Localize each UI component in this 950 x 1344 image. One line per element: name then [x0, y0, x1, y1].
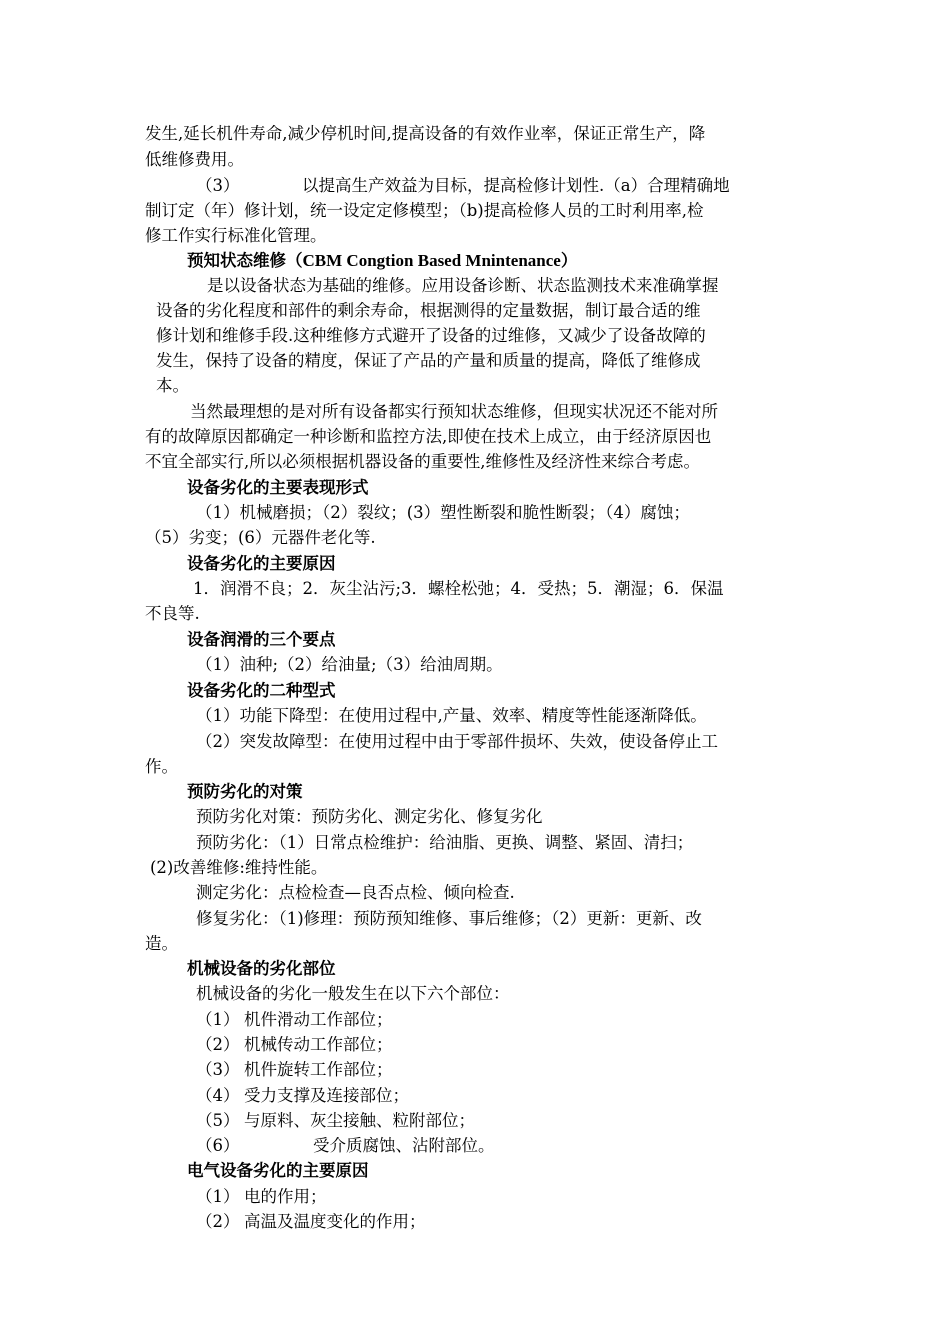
section-heading: 设备劣化的二种型式 [187, 681, 336, 700]
list-number: （5） [196, 1111, 240, 1130]
list-item-text: 受力支撑及连接部位； [244, 1086, 409, 1105]
paragraph-line: (2)改善维修:维持性能。 [150, 858, 328, 877]
paragraph-line: （1）功能下降型：在使用过程中,产量、效率、精度等性能逐渐降低。 [196, 706, 707, 725]
list-item-text: 机件滑动工作部位； [244, 1010, 393, 1029]
list-number: （2） [196, 1212, 240, 1231]
list-item-text: 高温及温度变化的作用； [244, 1212, 426, 1231]
paragraph-line: （5）劣变；(6）元器件老化等. [145, 528, 376, 547]
section-heading: 设备劣化的主要原因 [187, 554, 336, 573]
paragraph-line: 以提高生产效益为目标，提高检修计划性.（a）合理精确地 [302, 176, 730, 195]
list-number: （3） [196, 1060, 240, 1079]
paragraph-line: （1）油种;（2）给油量;（3）给油周期。 [196, 655, 503, 674]
section-heading: 预防劣化的对策 [187, 782, 303, 801]
paragraph-line: （2）突发故障型：在使用过程中由于零部件损坏、失效，使设备停止工 [196, 732, 718, 751]
list-number: （6） [196, 1136, 240, 1155]
section-heading: 设备润滑的三个要点 [187, 630, 336, 649]
heading-text: 预知状态维修（ [187, 251, 303, 270]
paragraph-line: 1．润滑不良；2．灰尘沾污;3．螺栓松弛；4．受热；5．潮湿；6．保温 [193, 579, 724, 598]
heading-close-paren: ） [560, 251, 578, 270]
paragraph-line: 修工作实行标准化管理。 [145, 226, 327, 245]
section-heading: 机械设备的劣化部位 [187, 959, 336, 978]
paragraph-line: 造。 [145, 934, 178, 953]
list-number: （1） [196, 1010, 240, 1029]
list-number: （3） [196, 176, 240, 195]
paragraph-line: 不良等. [145, 604, 200, 623]
paragraph-line: 设备的劣化程度和部件的剩余寿命，根据测得的定量数据，制订最合适的维 [156, 301, 701, 320]
paragraph-line: （1）机械磨损；（2）裂纹；(3）塑性断裂和脆性断裂；（4）腐蚀； [196, 503, 690, 522]
section-heading [187, 251, 577, 271]
paragraph-line: 制订定（年）修计划，统一设定定修模型；（b)提高检修人员的工时利用率,检 [145, 201, 704, 220]
paragraph-line: 预防劣化：（1）日常点检维护：给油脂、更换、调整、紧固、清扫； [196, 833, 694, 852]
section-heading: 电气设备劣化的主要原因 [187, 1161, 369, 1180]
paragraph-line: 发生，保持了设备的精度，保证了产品的产量和质量的提高，降低了维修成 [156, 351, 701, 370]
list-item-text: 机械传动工作部位； [244, 1035, 393, 1054]
paragraph-line: 机械设备的劣化一般发生在以下六个部位： [196, 984, 510, 1003]
paragraph-line: 低维修费用。 [145, 150, 244, 169]
list-item-text: 受介质腐蚀、沾附部位。 [313, 1136, 495, 1155]
paragraph-line: 不宜全部实行,所以必须根据机器设备的重要性,维修性及经济性来综合考虑。 [145, 452, 700, 471]
paragraph-line: 当然最理想的是对所有设备都实行预知状态维修，但现实状况还不能对所 [190, 402, 718, 421]
list-item-text: 机件旋转工作部位； [244, 1060, 393, 1079]
list-number: （4） [196, 1086, 240, 1105]
paragraph-line: 是以设备状态为基础的维修。应用设备诊断、状态监测技术来准确掌握 [207, 276, 719, 295]
section-heading: 设备劣化的主要表现形式 [187, 478, 369, 497]
list-item-text: 与原料、灰尘接触、粒附部位； [244, 1111, 475, 1130]
list-item-text: 电的作用； [244, 1187, 327, 1206]
paragraph-line: 修计划和维修手段.这种维修方式避开了设备的过维修，又减少了设备故障的 [156, 326, 706, 345]
heading-latin-text: CBM Congtion Based Mnintenance [302, 251, 561, 270]
list-number: （2） [196, 1035, 240, 1054]
paragraph-line: 预防劣化对策：预防劣化、测定劣化、修复劣化 [196, 807, 543, 826]
paragraph-line: 有的故障原因都确定一种诊断和监控方法,即使在技术上成立，由于经济原因也 [145, 427, 712, 446]
paragraph-line: 修复劣化：（1)修理：预防预知维修、事后维修；（2）更新：更新、改 [196, 909, 702, 928]
paragraph-line: 作。 [145, 757, 178, 776]
paragraph-line: 本。 [156, 376, 189, 395]
paragraph-line: 发生,延长机件寿命,减少停机时间,提高设备的有效作业率，保证正常生产，降 [145, 124, 706, 143]
paragraph-line: 测定劣化：点检检查—良否点检、倾向检查. [196, 883, 515, 902]
list-number: （1） [196, 1187, 240, 1206]
